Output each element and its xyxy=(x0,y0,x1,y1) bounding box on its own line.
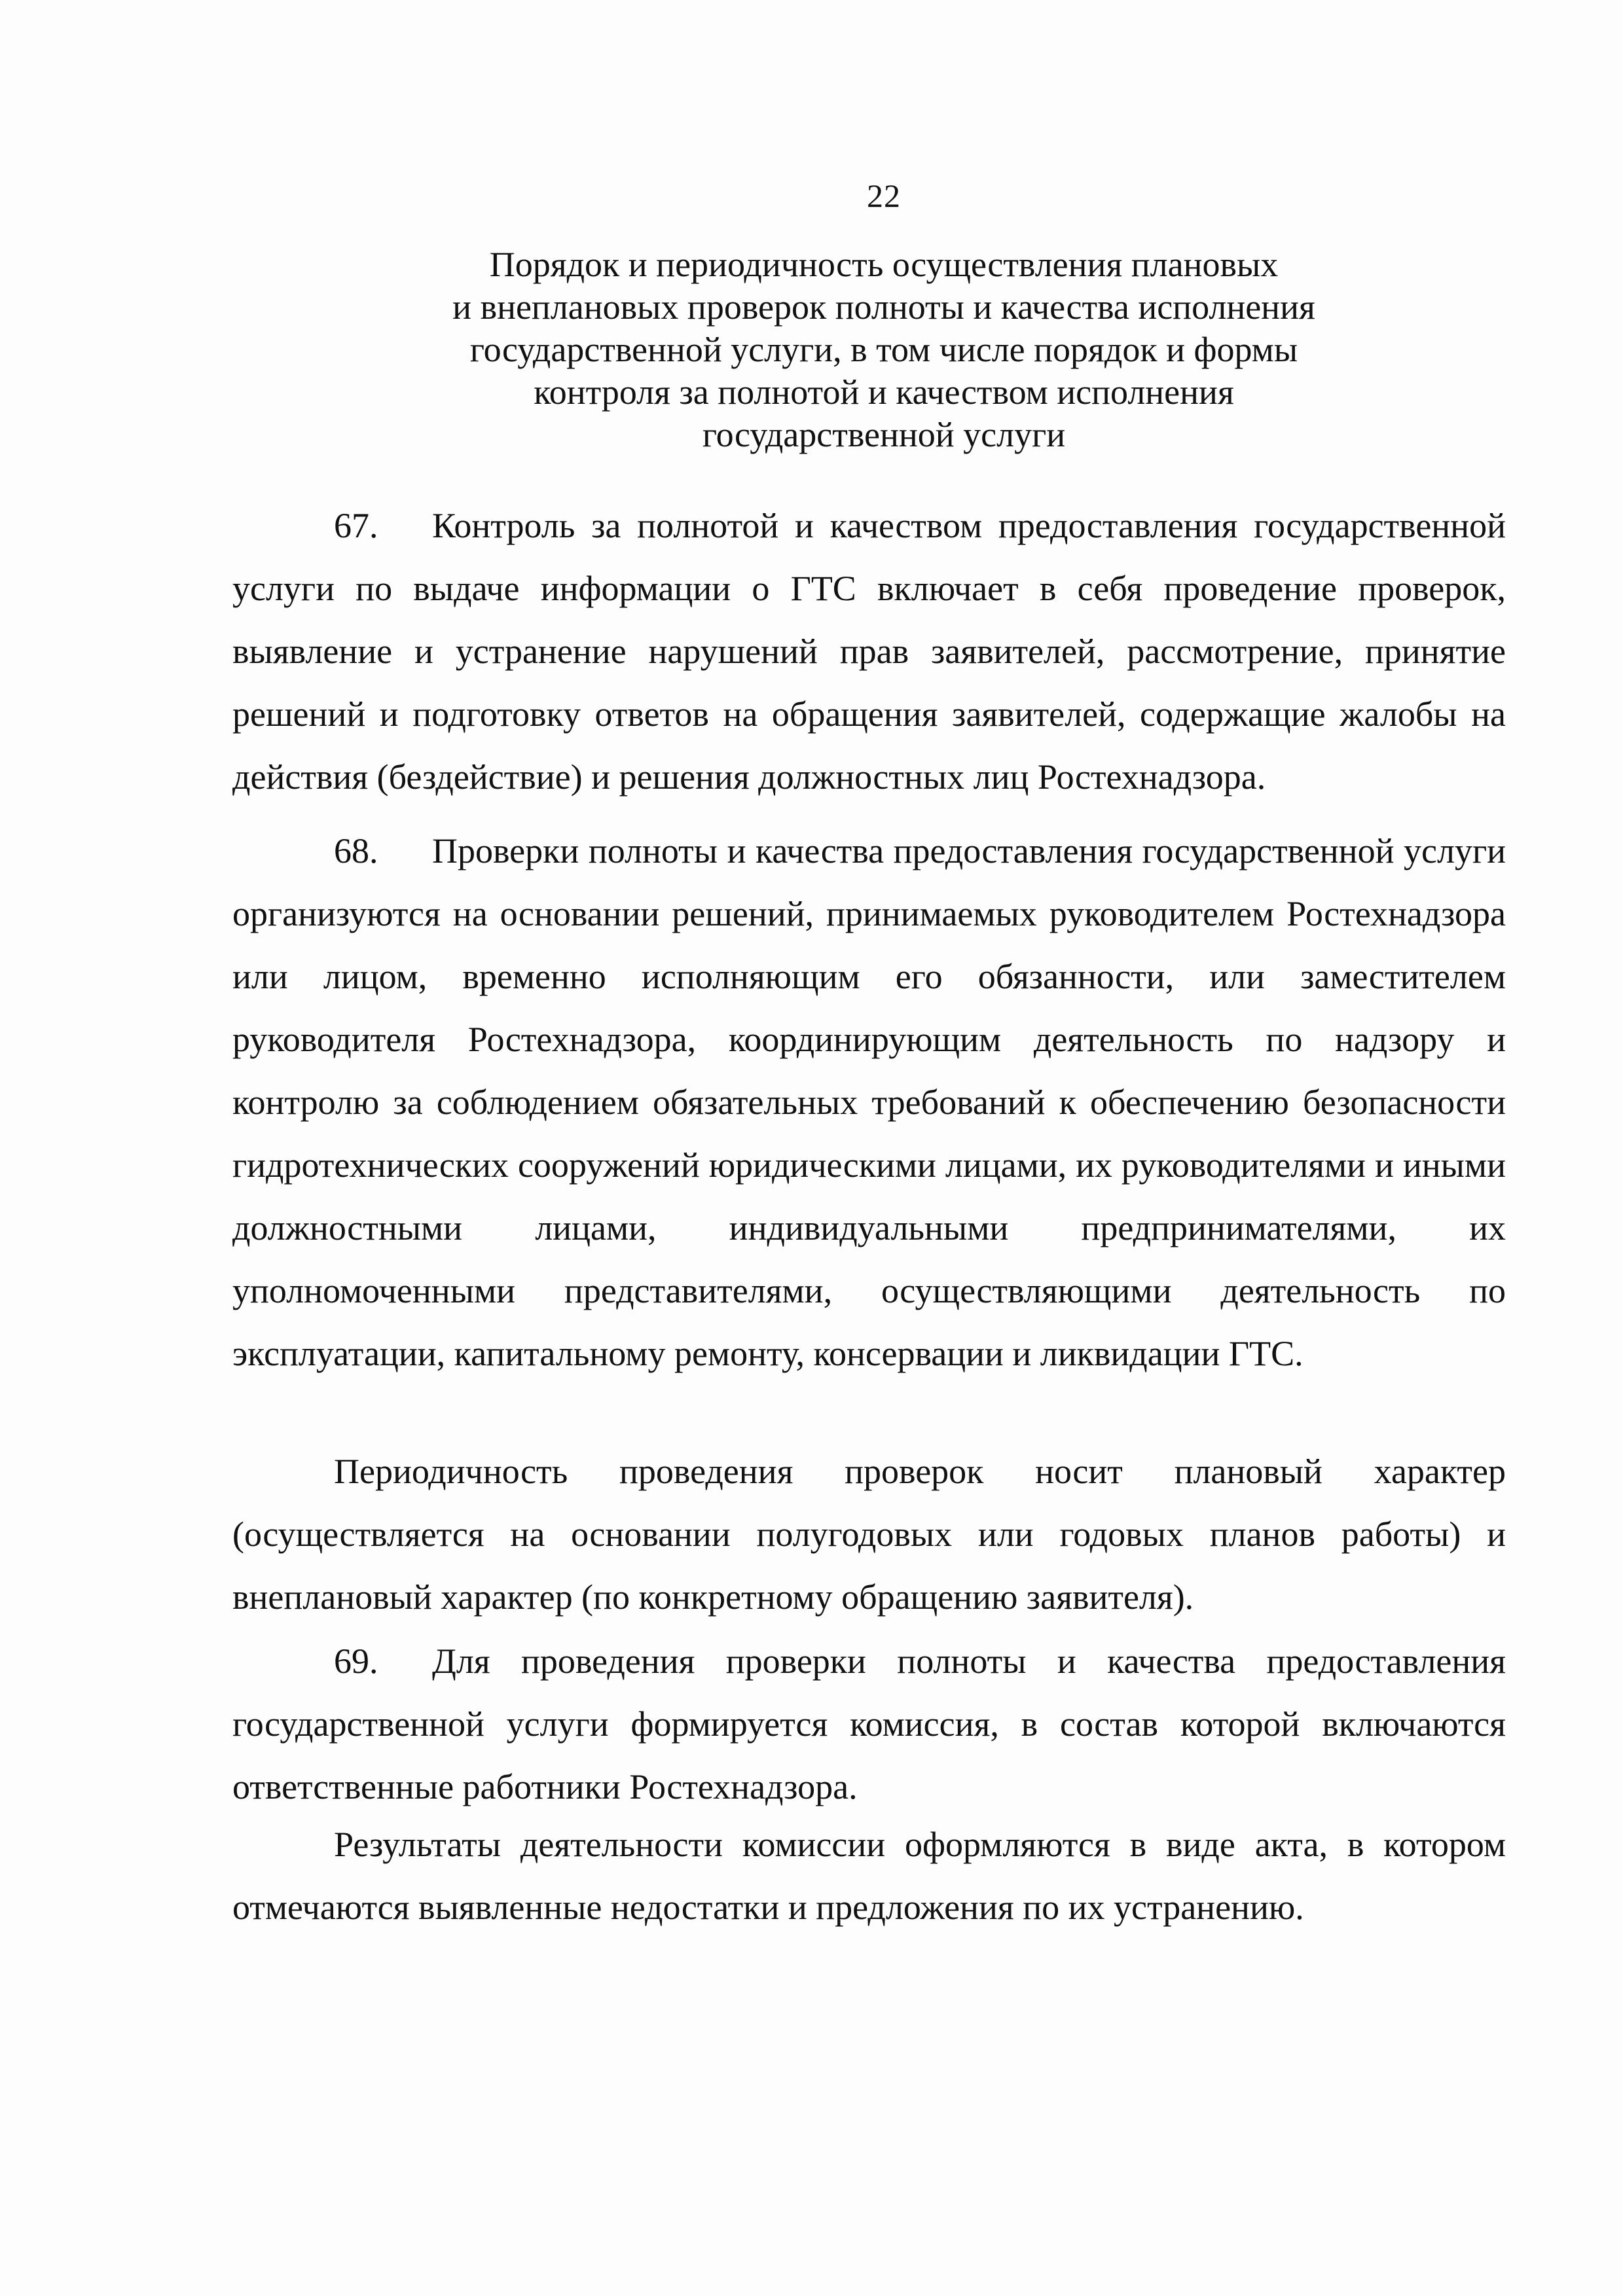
paragraph-number: 68. xyxy=(334,831,378,870)
paragraph-number: 69. xyxy=(334,1641,378,1681)
heading-line: и внеплановых проверок полноты и качества исполнения xyxy=(452,287,1315,327)
paragraph-text: Проверки полноты и качества предоставления государственной услуги организуются на основании решений, принимаемых руководителем Ростехнадзора или лицом, временно исполняющим его обязанности, или заместителем руководителя Ростехнадзора, координирующим деятельность по надзору и контролю за соблюдением обязательных требований к обеспечению безопасности гидротехнических сооружений юридическими лицами, их руководителями и иными должностными лицами, индивидуальными предпринимателями, их уполномоченными представителями, осуществляющими деятельность по эксплуатации, капитальному ремонту, консервации и ликвидации ГТС. xyxy=(232,831,1506,1373)
paragraph-text: Периодичность проведения проверок носит плановый характер (осуществляется на основании полугодовых или годовых планов работы) и внеплановый характер (по конкретному обращению заявителя). xyxy=(232,1452,1506,1617)
paragraph-periodicity xyxy=(232,1440,1506,1628)
paragraph-69 xyxy=(232,1630,1506,1818)
heading-line: Порядок и периодичность осуществления плановых xyxy=(489,245,1279,284)
paragraph-67 xyxy=(232,494,1506,808)
paragraph-text: Результаты деятельности комиссии оформляются в виде акта, в котором отмечаются выявленные недостатки и предложения по их устранению. xyxy=(232,1825,1506,1927)
page-number: 22 xyxy=(867,177,901,214)
paragraph-results xyxy=(232,1813,1506,1939)
heading-line: контроля за полнотой и качеством исполнения xyxy=(534,372,1234,412)
heading-line: государственной услуги xyxy=(702,415,1066,454)
paragraph-68 xyxy=(232,819,1506,1385)
heading-line: государственной услуги, в том числе порядок и формы xyxy=(469,330,1298,369)
paragraph-text: Контроль за полнотой и качеством предоставления государственной услуги по выдаче информации о ГТС включает в себя проведение проверок, выявление и устранение нарушений прав заявителей, рассмотрение, принятие решений и подготовку ответов на обращения заявителей, содержащие жалобы на действия (бездействие) и решения должностных лиц Ростехнадзора. xyxy=(232,506,1506,797)
paragraph-number: 67. xyxy=(334,506,378,545)
paragraph-text: Для проведения проверки полноты и качества предоставления государственной услуги формируется комиссия, в состав которой включаются ответственные работники Ростехнадзора. xyxy=(232,1641,1506,1806)
section-heading xyxy=(393,243,1375,456)
